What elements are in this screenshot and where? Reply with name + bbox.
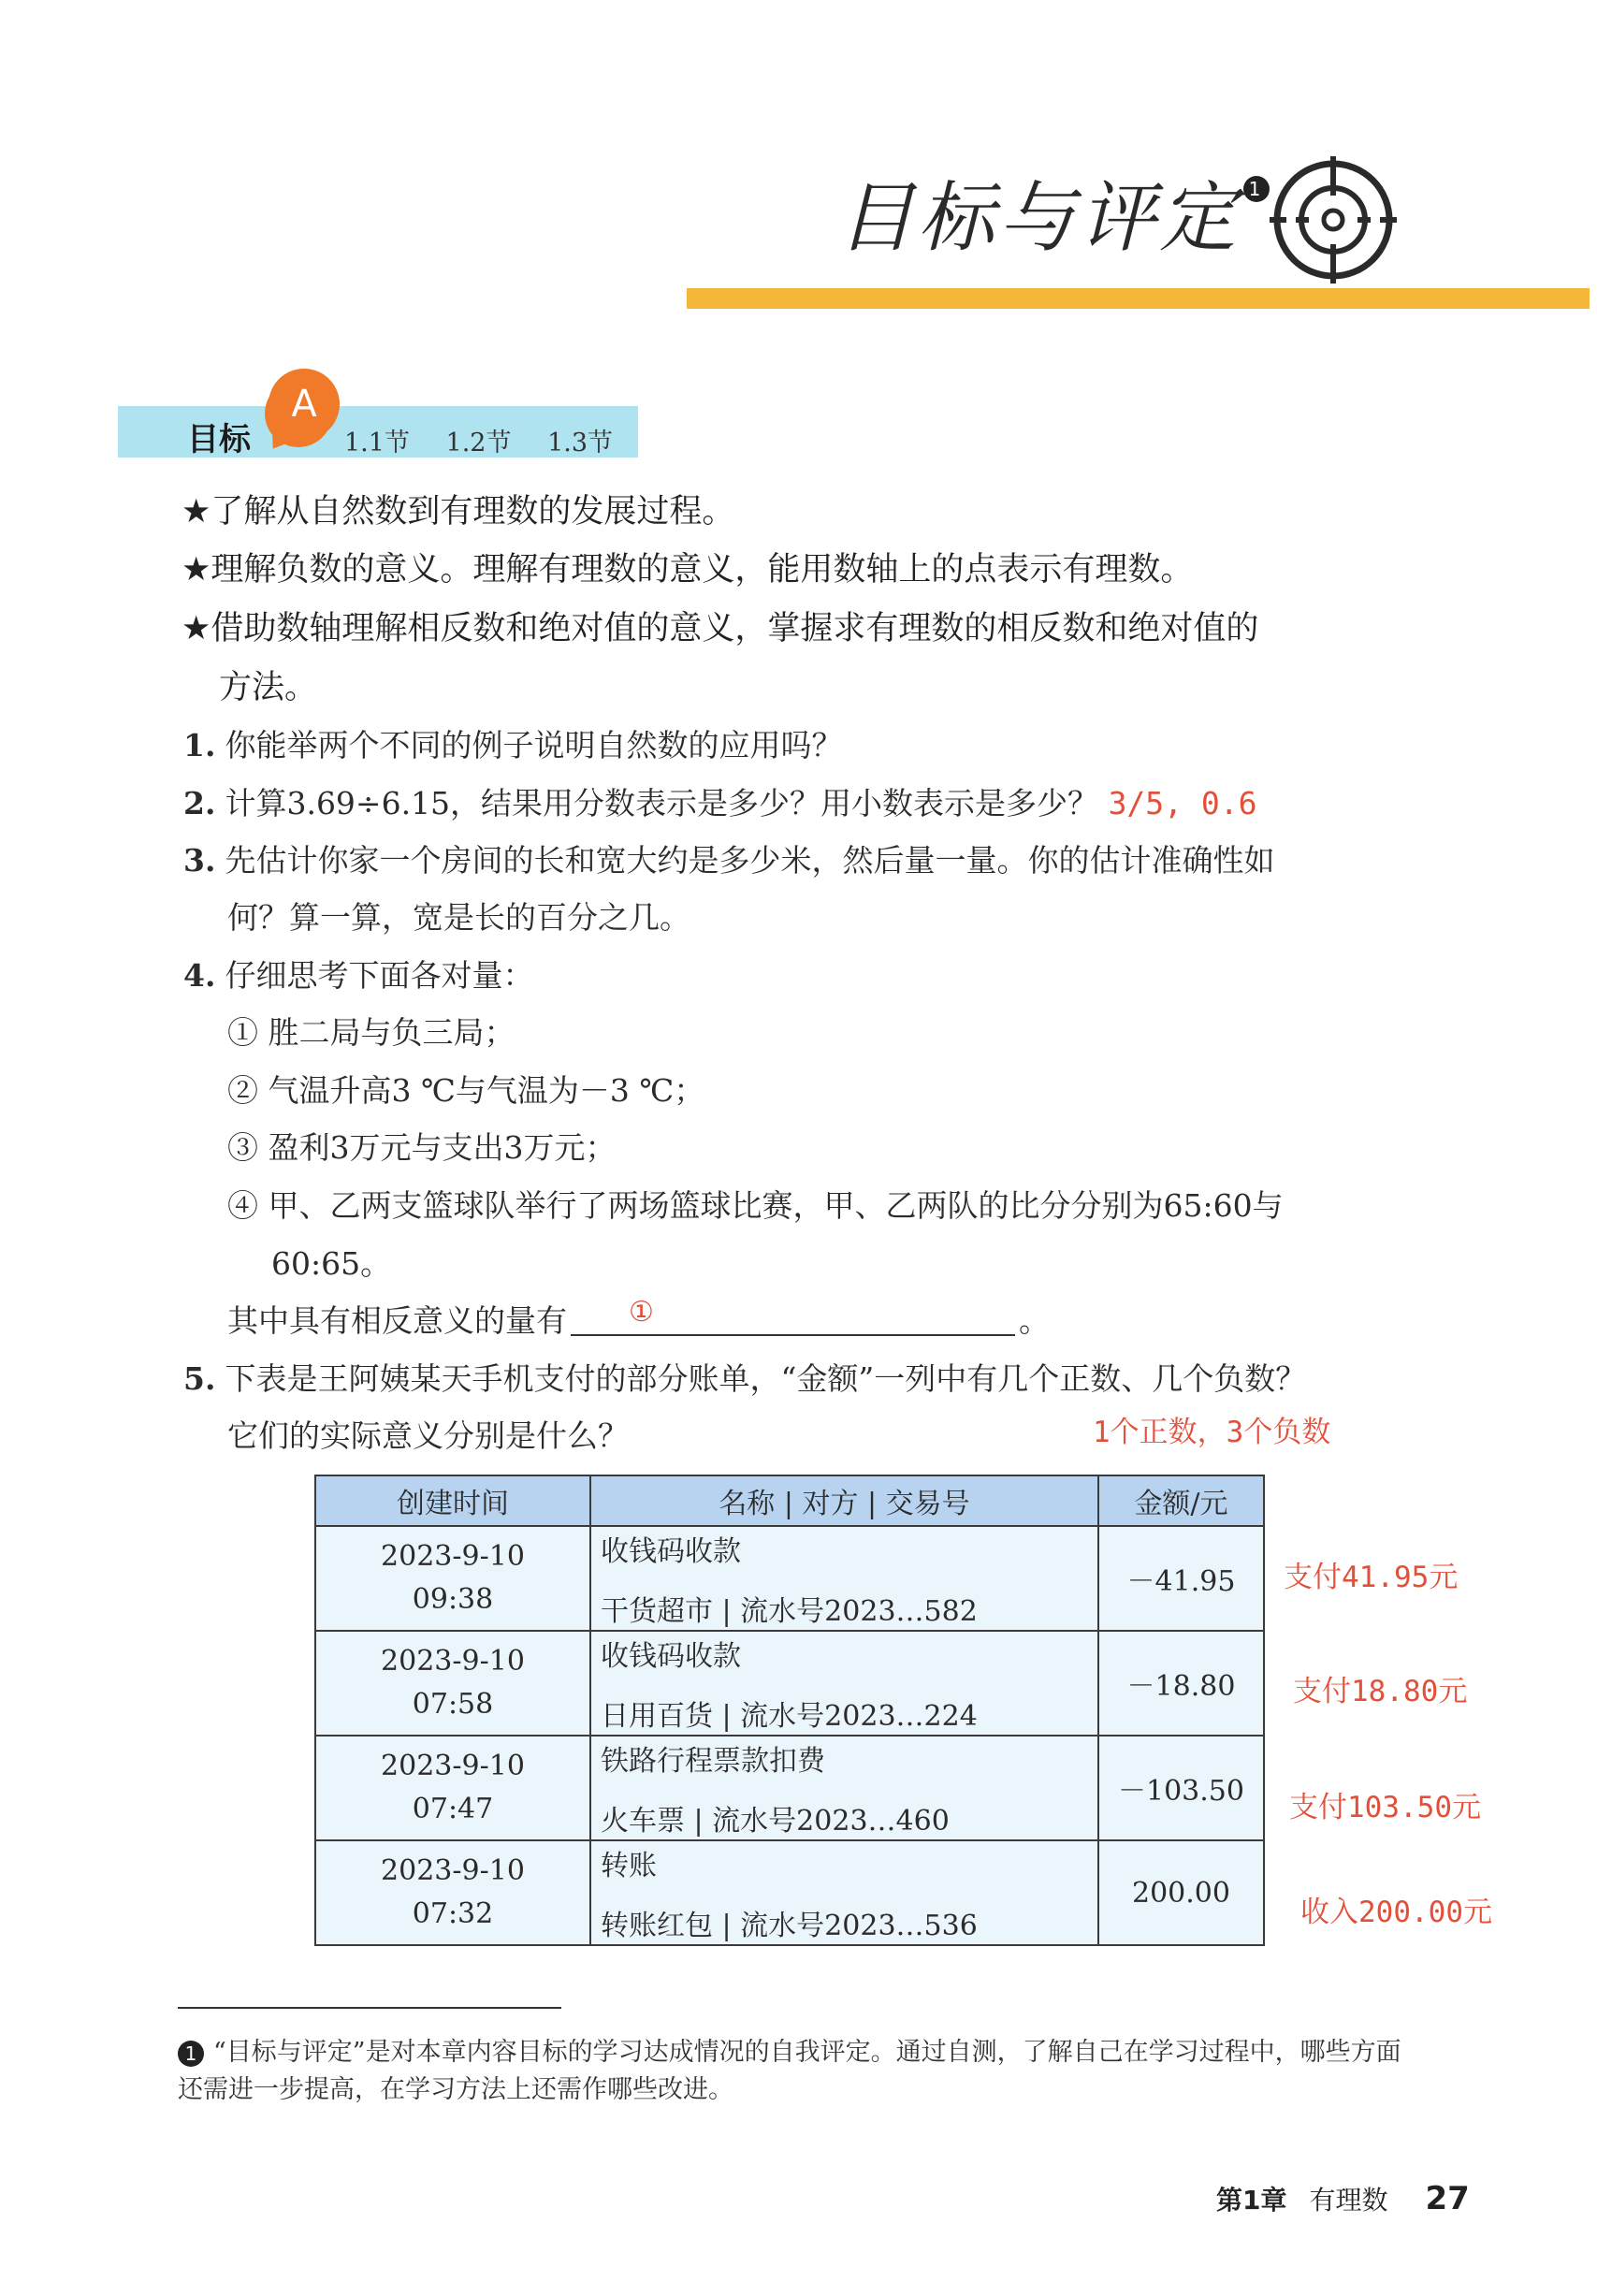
question-2-answer: 3/5, 0.6 [1108,785,1257,821]
level-badge: A [269,369,340,440]
page-footer [1216,2180,1470,2217]
table-row [315,1631,1264,1736]
page-number: 27 [1425,2180,1470,2217]
table-header-row [315,1475,1264,1526]
question-4: 4. 仔细思考下面各对量： [183,957,534,994]
chapter-label: 第1章 [1216,2185,1287,2216]
section-list [344,422,641,458]
footnote: 1 “目标与评定”是对本章内容目标的学习达成情况的自我评定。通过自测，了解自己在学习过程中，哪些方面还需进一步提高，在学习方法上还需作哪些改进。 [178,2038,1401,2104]
objective-1: ★了解从自然数到有理数的发展过程。 [181,493,735,530]
column-header: 名称 | 对方 | 交易号 [590,1475,1098,1526]
table-row [315,1840,1264,1945]
table-row [315,1526,1264,1631]
cell-time: 2023-9-10 09:38 [315,1526,590,1631]
question-4-item: ① 胜二局与负三局； [227,1014,515,1051]
cell-name: 收钱码收款 干货超市 | 流水号2023…582 [590,1526,1098,1631]
row-annotation: 支付18.80元 [1293,1675,1468,1708]
row-annotation: 支付103.50元 [1289,1791,1481,1824]
target-icon [1268,154,1399,285]
question-2: 2. 计算3.69÷6.15，结果用分数表示是多少？用小数表示是多少？ 3/5, 0.6 [183,785,1257,821]
footnote-divider [178,2007,561,2009]
cell-time: 2023-9-10 07:47 [315,1736,590,1840]
footnote-marker: 1 [178,2041,204,2067]
table-row [315,1736,1264,1840]
cell-amount: －103.50 [1098,1736,1264,1840]
question-4-item: ④ 甲、乙两支篮球队举行了两场篮球比赛，甲、乙两队的比分分别为65:60与 [227,1187,1284,1224]
goal-label: 目标 [187,421,251,458]
cell-amount: 200.00 [1098,1840,1264,1945]
cell-amount: －18.80 [1098,1631,1264,1736]
section-ref: 1.1节 [344,429,410,458]
section-ref: 1.3节 [547,429,614,458]
question-5-cont: 它们的实际意义分别是什么？ [227,1417,629,1454]
column-header: 创建时间 [315,1475,590,1526]
question-4-fill: 其中具有相反意义的量有 ① 。 [227,1296,1050,1339]
cell-name: 转账 转账红包 | 流水号2023…536 [590,1840,1098,1945]
question-1: 1. 你能举两个不同的例子说明自然数的应用吗？ [183,727,843,763]
chapter-name: 有理数 [1309,2185,1388,2216]
question-4-item: ② 气温升高3 ℃与气温为－3 ℃； [227,1072,705,1109]
question-3-cont: 何？算一算，宽是长的百分之几。 [227,899,690,936]
row-annotation: 收入200.00元 [1300,1896,1492,1929]
row-annotation: 支付41.95元 [1284,1561,1459,1594]
footnote-marker: 1 [1243,176,1270,202]
cell-time: 2023-9-10 07:58 [315,1631,590,1736]
question-4-item-cont: 60:65。 [271,1245,392,1282]
question-3: 3. 先估计你家一个房间的长和宽大约是多少米，然后量一量。你的估计准确性如 [183,842,1275,879]
column-header: 金额/元 [1098,1475,1264,1526]
question-4-item: ③ 盈利3万元与支出3万元； [227,1129,617,1166]
question-5: 5. 下表是王阿姨某天手机支付的部分账单，“金额”一列中有几个正数、几个负数？ [183,1360,1307,1397]
cell-name: 收钱码收款 日用百货 | 流水号2023…224 [590,1631,1098,1736]
objective-3: ★借助数轴理解相反数和绝对值的意义，掌握求有理数的相反数和绝对值的 [181,610,1259,647]
section-ref: 1.2节 [445,429,512,458]
fill-answer: ① [629,1296,654,1329]
question-5-answer: 1个正数，3个负数 [1093,1416,1331,1449]
bill-table [314,1475,1265,1946]
header-divider [687,288,1590,309]
objective-3-cont: 方法。 [219,669,318,706]
objective-2: ★理解负数的意义。理解有理数的意义，能用数轴上的点表示有理数。 [181,551,1194,589]
cell-name: 铁路行程票款扣费 火车票 | 流水号2023…460 [590,1736,1098,1840]
cell-time: 2023-9-10 07:32 [315,1840,590,1945]
cell-amount: －41.95 [1098,1526,1264,1631]
page-title: 目标与评定 1 [837,157,1270,267]
